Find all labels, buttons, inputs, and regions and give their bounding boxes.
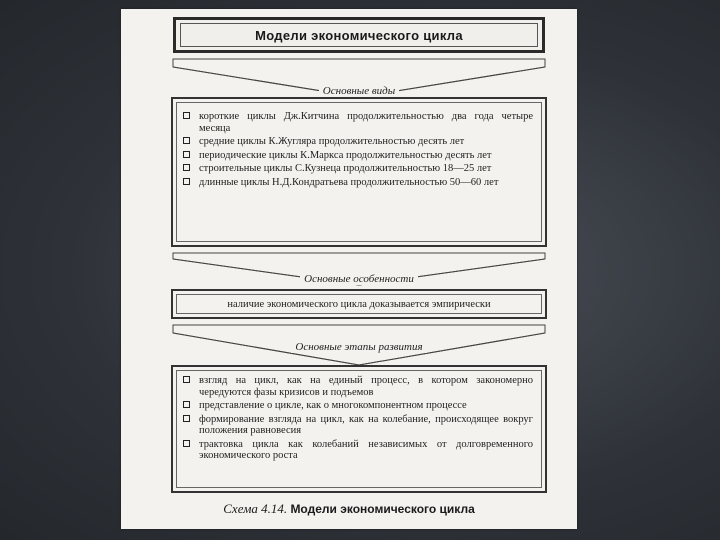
funnel-development-stages xyxy=(171,323,547,367)
checkbox-icon xyxy=(183,112,190,119)
scanned-page xyxy=(121,9,577,529)
checkbox-icon xyxy=(183,376,190,383)
checkbox-icon xyxy=(183,415,190,422)
checkbox-icon xyxy=(183,401,190,408)
list-item: трактовка цикла как колебаний независимых от долговременного экономического роста xyxy=(173,439,545,462)
section-label-development-stages: Основные этапы развития xyxy=(291,341,426,353)
section-label-main-types: Основные виды xyxy=(319,85,399,97)
checkbox-icon xyxy=(183,164,190,171)
box-main-features xyxy=(171,289,547,319)
section-label-main-features: Основные особенности xyxy=(300,273,418,285)
feature-text: наличие экономического цикла доказывается эмпирически xyxy=(227,298,491,310)
list-item: короткие циклы Дж.Китчина продолжительностью два года четыре месяца xyxy=(173,111,545,134)
caption-number: Схема 4.14. xyxy=(223,501,288,516)
box-development-stages xyxy=(171,365,547,493)
checkbox-icon xyxy=(183,178,190,185)
list-item: средние циклы К.Жугляра продолжительностью десять лет xyxy=(173,136,545,148)
list-development-stages xyxy=(173,375,545,462)
caption-title: Модели экономического цикла xyxy=(290,502,475,516)
list-item: представление о цикле, как о многокомпонентном процессе xyxy=(173,400,545,412)
list-main-types xyxy=(173,111,545,188)
funnel-main-features xyxy=(171,251,547,287)
checkbox-icon xyxy=(183,151,190,158)
list-item: формирование взгляда на цикл, как на колебание, происходящее вокруг положения равновесия xyxy=(173,414,545,437)
figure-caption xyxy=(121,501,577,517)
diagram-title: Модели экономического цикла xyxy=(255,27,463,43)
diagram-title-box xyxy=(173,17,545,53)
list-item: периодические циклы К.Маркса продолжительностью десять лет xyxy=(173,150,545,162)
list-item: длинные циклы Н.Д.Кондратьева продолжительностью 50—60 лет xyxy=(173,177,545,189)
checkbox-icon xyxy=(183,137,190,144)
list-item: строительные циклы С.Кузнеца продолжительностью 18—25 лет xyxy=(173,163,545,175)
box-main-types xyxy=(171,97,547,247)
list-item: взгляд на цикл, как на единый процесс, в котором закономерно чередуются фазы кризисов и подъемов xyxy=(173,375,545,398)
funnel-main-types xyxy=(171,57,547,99)
checkbox-icon xyxy=(183,440,190,447)
